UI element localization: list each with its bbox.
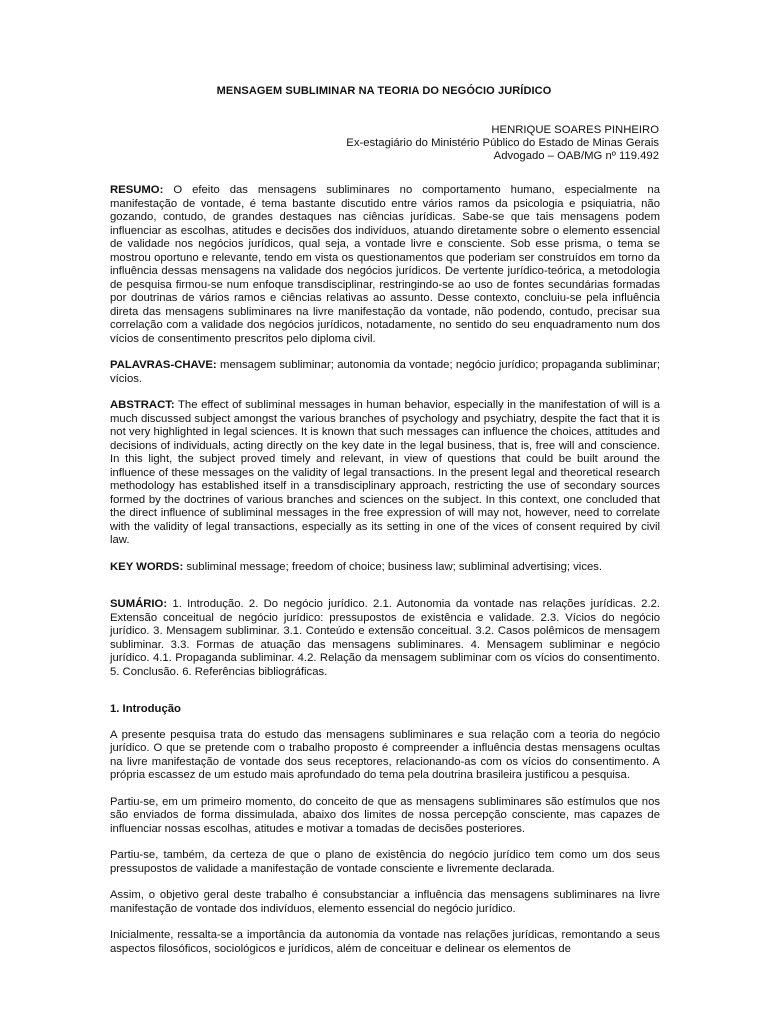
intro-paragraph-1: A presente pesquisa trata do estudo das mensagens subliminares e sua relação com a teoria do negócio jurídico. O que se pretende com o trabalho proposto é compreender a influência destas mensagens ocultas na livre manifestação de vontade dos seus receptores, relacionando-as com os vícios do consentimento. A própria escassez de um estudo mais aprofundado do tema pela doutrina brasileira justificou a pesquisa. <box>110 728 660 781</box>
intro-paragraph-5-wrapper <box>110 929 660 956</box>
intro-paragraph-2: Partiu-se, em um primeiro momento, do conceito de que as mensagens subliminares são estímulos que nos são enviados de forma dissimulada, abaixo dos limites de nossa percepção consciente, mas capazes de influenciar nossas escolhas, atitudes e motivar a tomadas de decisões posteriores. <box>110 795 660 835</box>
intro-paragraph-3: Partiu-se, também, da certeza de que o plano de existência do negócio jurídico tem como um dos seus pressupostos de validade a manifestação de vontade consciente e livremente declarada. <box>110 849 660 875</box>
author-credential: Advogado – OAB/MG nº 119.492 <box>493 150 659 163</box>
author-affiliation: Ex-estagiário do Ministério Público do Estado de Minas Gerais <box>346 137 659 150</box>
intro-paragraph-5: Inicialmente, ressalta-se a importância da autonomia da vontade nas relações jurídicas, remontando a seus aspectos filosóficos, sociológicos e jurídicos, além de conceituar e delinear os elementos de <box>110 929 660 955</box>
abstract-text: The effect of subliminal messages in human behavior, especially in the manifestation of will is a much discussed subject amongst the various branches of psychology and psychiatry, despite the fact that it is not very highlighted in legal sciences. It is known that such messages can influence the choices, attitudes and decisions of individuals, acting directly on the key date in the legal business, that is, free will and conscience. In this light, the subject proved timely and relevant, in view of questions that could be built around the influence of these messages on the validity of legal transactions. In the present legal and theoretical research methodology has established itself in a transdisciplinary approach, restricting the use of secondary sources formed by the doctrines of various branches and sciences on the subject. In this context, one concluded that the direct influence of subliminal messages in the free expression of will may not, however, need to correlate with the validity of legal transactions, especially as its setting in one of the vices of consent required by civil law. <box>110 399 660 546</box>
sumario-paragraph <box>110 598 660 679</box>
document-title: MENSAGEM SUBLIMINAR NA TEORIA DO NEGÓCIO JURÍDICO <box>216 85 552 97</box>
resumo-text: O efeito das mensagens subliminares no comportamento humano, especialmente na manifestação de vontade, é tema bastante discutido entre vários ramos da psicologia e psiquiatria, não gozando, contudo, de grandes destaques nas ciências jurídicas. Sabe-se que tais mensagens podem influenciar as escolhas, atitudes e decisões dos indivíduos, atuando diretamente sobre o elemento essencial de validade nos negócios jurídicos, qual seja, a vontade livre e consciente. Sob esse prisma, o tema se mostrou oportuno e relevante, tendo em vista os questionamentos que poderiam ser construídos em torno da influência dessas mensagens na validade dos negócios jurídicos. De vertente jurídico-teórica, a metodologia de pesquisa firmou-se num enfoque transdisciplinar, restringindo-se ao uso de fontes secundárias formadas por doutrinas de vários ramos e ciências relativas ao assunto. Desse contexto, concluiu-se pela influência direta das mensagens subliminares na livre manifestação da vontade, não podendo, contudo, precisar sua correlação com a validade dos negócios jurídicos, notadamente, no sentido do seu enquadramento num dos vícios de consentimento prescritos pelo diploma civil. <box>110 184 660 345</box>
abstract-paragraph <box>110 399 660 548</box>
keywords-label: KEY WORDS: <box>110 560 184 573</box>
keywords-text: subliminal message; freedom of choice; business law; subliminal advertising; vices. <box>186 560 603 573</box>
resumo-label: RESUMO: <box>110 184 164 196</box>
palavras-chave-paragraph <box>110 359 660 386</box>
section-heading-introducao: 1. Introdução <box>110 703 181 715</box>
sumario-label: SUMÁRIO: <box>110 598 168 610</box>
author-name: HENRIQUE SOARES PINHEIRO <box>491 124 659 136</box>
document-body <box>110 184 660 956</box>
keywords-paragraph <box>110 561 660 575</box>
abstract-label: ABSTRACT: <box>110 399 175 411</box>
intro-paragraph-4: Assim, o objetivo geral deste trabalho é consubstanciar a influência das mensagens subliminares na livre manifestação de vontade dos indivíduos, elemento essencial do negócio jurídico. <box>110 889 660 915</box>
sumario-text: 1. Introdução. 2. Do negócio jurídico. 2.1. Autonomia da vontade nas relações jurídicas. 2.2. Extensão conceitual de negócio jurídico: pressupostos de existência e validade. 2.3. Vícios do negócio jurídico. 3. Mensagem subliminar. 3.1. Conteúdo e extensão conceitual. 3.2. Casos polêmicos de mensagem subliminar. 3.3. Formas de atuação das mensagens subliminares. 4. Mensagem subliminar e negócio jurídico. 4.1. Propaganda subliminar. 4.2. Relação da mensagem subliminar com os vícios do consentimento. 5. Conclusão. 6. Referências bibliográficas. <box>110 598 660 678</box>
author-block <box>346 124 659 164</box>
resumo-paragraph <box>110 184 660 346</box>
palavras-chave-text: mensagem subliminar; autonomia da vontade; negócio jurídico; propaganda subliminar; vícios. <box>110 359 660 385</box>
palavras-chave-label: PALAVRAS-CHAVE: <box>110 359 217 371</box>
